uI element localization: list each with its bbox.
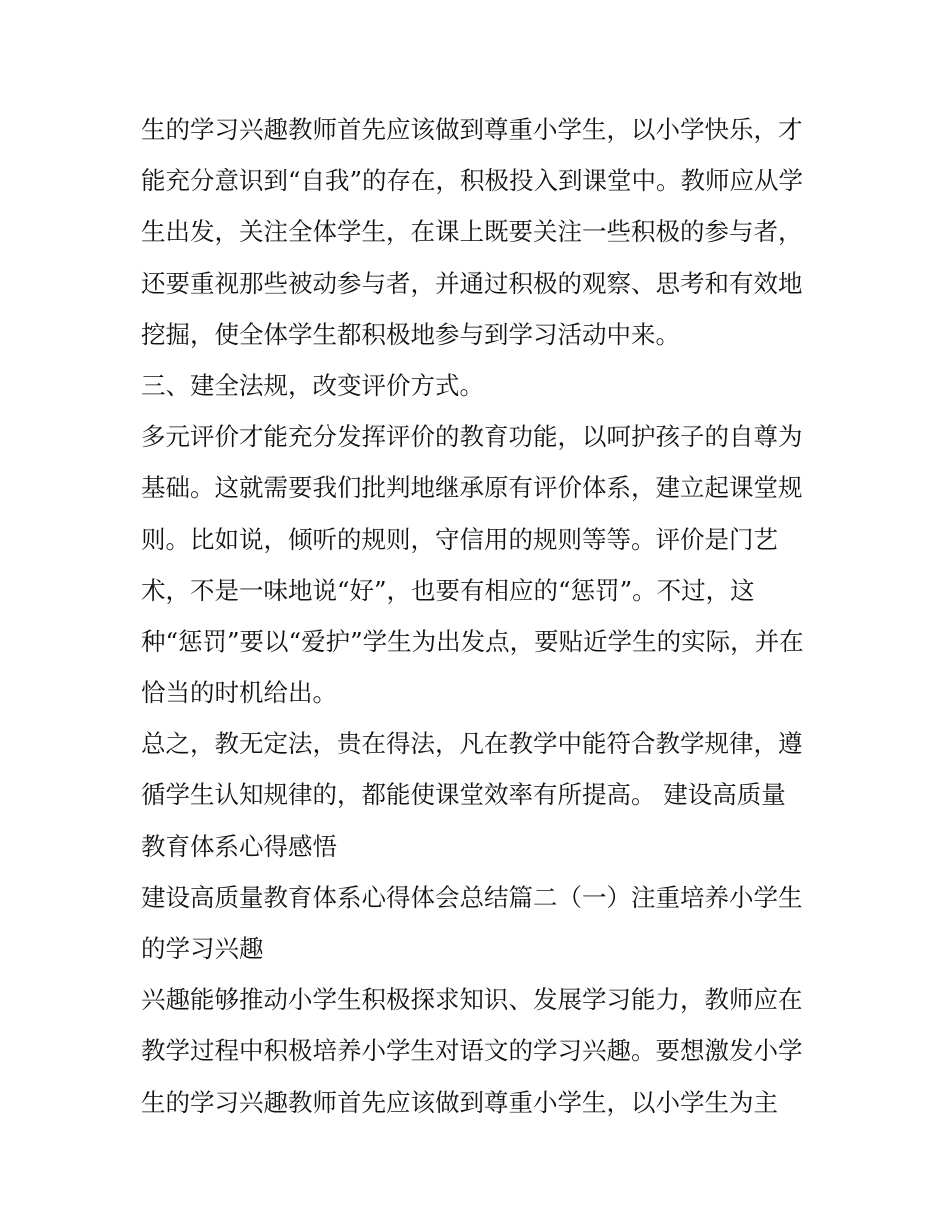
- text-line: 建设高质量教育体系心得体会总结篇二（一）注重培养小学生: [141, 882, 803, 912]
- text-line: 总之，教无定法，贵在得法，凡在教学中能符合教学规律，遵: [141, 729, 803, 759]
- text-line: 能充分意识到“自我”的存在，积极投入到课堂中。教师应从学: [141, 166, 804, 196]
- document-body: [141, 104, 821, 1128]
- text-line: 生的学习兴趣教师首先应该做到尊重小学生，以小学快乐，才: [141, 115, 803, 144]
- text-line: 恰当的时机给出。: [141, 678, 337, 708]
- text-line: 还要重视那些被动参与者，并通过积极的观察、思考和有效地: [141, 268, 803, 298]
- text-line: 则。比如说，倾听的规则，守信用的规则等等。评价是门艺: [141, 524, 778, 554]
- text-line: 兴趣能够推动小学生积极探求知识、发展学习能力，教师应在: [141, 985, 803, 1015]
- text-line: 的学习兴趣: [141, 934, 264, 963]
- text-line: 术，不是一味地说“好”，也要有相应的“惩罚”。不过，这: [141, 575, 755, 605]
- text-line: 基础。这就需要我们批判地继承原有评价体系，建立起课堂规: [141, 473, 803, 503]
- text-line: 生的学习兴趣教师首先应该做到尊重小学生，以小学生为主: [141, 1087, 778, 1117]
- text-line: 种“惩罚”要以“爱护”学生为出发点，要贴近学生的实际，并在: [141, 626, 804, 656]
- section-heading: 三、建全法规，改变评价方式。: [141, 370, 484, 400]
- text-line: 多元评价才能充分发挥评价的教育功能，以呵护孩子的自尊为: [141, 422, 803, 452]
- text-line: 教学过程中积极培养小学生对语文的学习兴趣。要想激发小学: [141, 1036, 803, 1066]
- text-line: 循学生认知规律的，都能使课堂效率有所提高。 建设高质量: [141, 780, 786, 810]
- text-line: 生出发，关注全体学生，在课上既要关注一些积极的参与者，: [141, 217, 803, 247]
- text-line: 挖掘，使全体学生都积极地参与到学习活动中来。: [141, 319, 680, 349]
- text-line: 教育体系心得感悟: [141, 831, 337, 861]
